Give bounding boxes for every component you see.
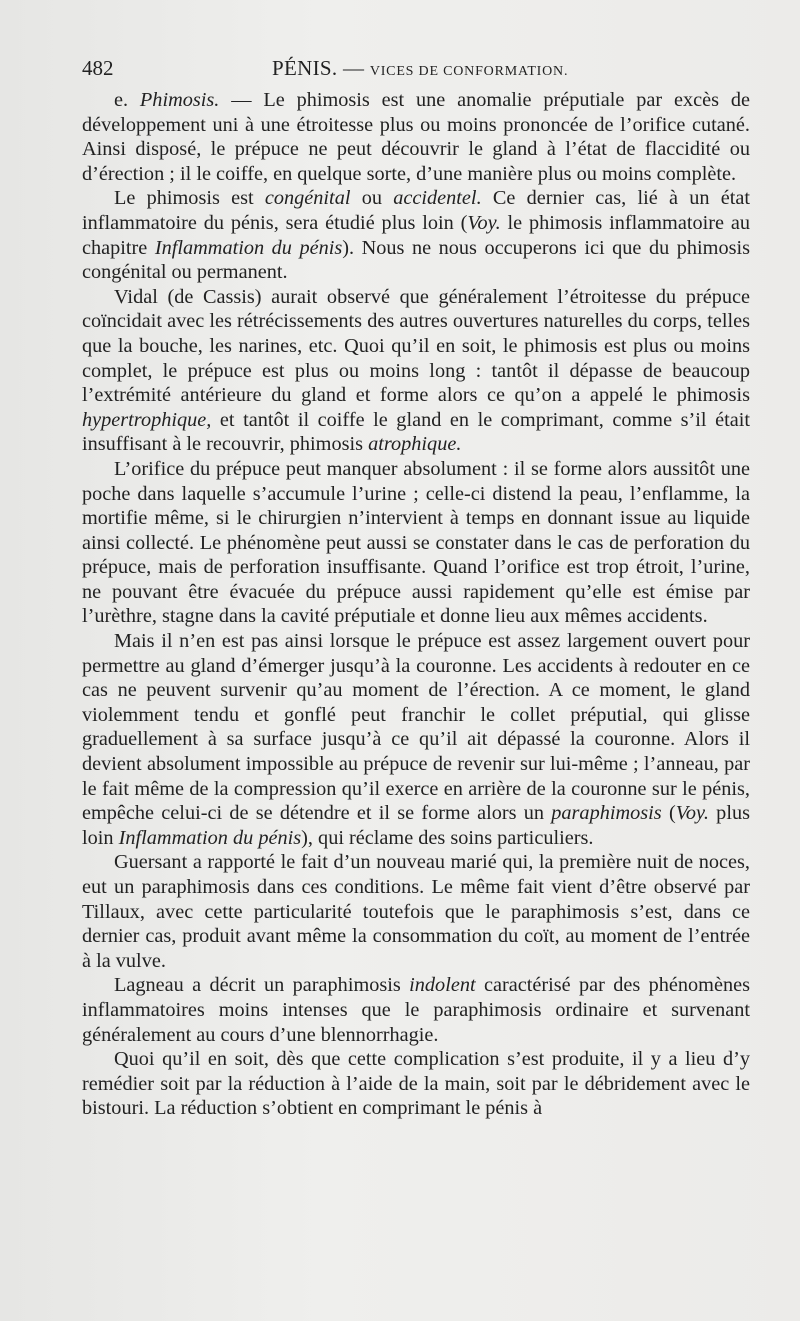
- text-run: Le phimosis est: [114, 187, 265, 210]
- text-run: Vidal (de Cassis) aurait observé que généralement l’étroitesse du prépuce coïncidait avec les rétrécissements des autres ouvertures naturelles du corps, telles que la bouche, les narines, etc. Quoi qu’il en soit, le phimosis est plus ou moins complet, le prépuce est plus ou moins long : tantôt il dépasse de beaucoup l’extrémité antérieure du gland et forme alors ce qu’on a appelé le phimosis: [82, 285, 750, 407]
- text-run: Lagneau a décrit un paraphimosis: [114, 974, 410, 997]
- italic-text: Phimosis.: [139, 89, 220, 111]
- paragraph: [82, 457, 750, 629]
- text-run: L’orifice du prépuce peut manquer absolument : il se forme alors aussitôt une poche dans laquelle s’accumule l’urine ; celle-ci distend la peau, l’enflamme, la mortifie même, si le chirurgien n’intervient à temps en donnant issue au liquide ainsi collecté. Le phénomène peut aussi se constater dans le cas de perforation du prépuce, mais de perforation insuffisante. Quand l’orifice est trop étroit, l’urine, ne pouvant être évacuée du prépuce aussi rapidement qu’elle est émise par l’urèthre, stagne dans la cavité préputiale et donne lieu aux mêmes accidents.: [82, 457, 750, 628]
- italic-text: indolent: [409, 974, 476, 997]
- paragraph: [82, 629, 750, 850]
- paragraph: [82, 88, 750, 186]
- running-title-dash: —: [337, 56, 370, 80]
- italic-text: accidentel.: [393, 187, 482, 210]
- italic-text: atrophique.: [368, 433, 462, 456]
- italic-text: Voy.: [467, 211, 501, 234]
- text-run: Guersant a rapporté le fait d’un nouveau marié qui, la première nuit de noces, eut un paraphimosis dans ces conditions. Le même fait vient d’être observé par Tillaux, avec cette particularité toutefois que le paraphimosis s’est, dans ce dernier cas, produit avant même la consommation du coït, au moment de l’entrée à la vulve.: [82, 851, 750, 972]
- text-run: le phimosis inflammatoire au chapitre: [82, 211, 751, 259]
- text-run: Mais il n’en est pas ainsi lorsque le prépuce est assez largement ouvert pour permettre au gland d’émerger jusqu’à la couronne. Les accidents à redouter en ce cas ne peuvent survenir qu’au moment de l’érection. A ce moment, le gland violemment tendu et gonflé peut franchir le collet préputial, qui glisse graduellement à sa surface jusqu’à ce qu’il ait dépassé la couronne. Alors il devient absolument impossible au prépuce de revenir sur lui-même ; l’anneau, par le fait même de la compression qu’il exerce en arrière de la couronne sur le pénis, empêche celui-ci de se détendre et il se forme alors un: [82, 630, 750, 825]
- paragraph: [82, 973, 750, 1047]
- running-title: [272, 56, 568, 81]
- italic-text: paraphimosis: [551, 802, 662, 825]
- text-run: caractérisé par des phénomènes inflammatoires moins intenses que le paraphimosis ordinaire et survenant généralement au cours d’une blennorrhagie.: [82, 974, 750, 1046]
- text-run: et tantôt il coiffe le gland en le comprimant, comme s’il était insuffisant à le recouvrir, phimosis: [82, 408, 750, 456]
- paragraph: [82, 1047, 750, 1121]
- paragraph: [82, 850, 750, 973]
- text-run: Quoi qu’il en soit, dès que cette complication s’est produite, il y a lieu d’y remédier soit par la réduction à l’aide de la main, soit par le débridement avec le bistouri. La réduction s’obtient en comprimant le pénis à: [82, 1048, 750, 1120]
- running-title-main: PÉNIS.: [272, 56, 338, 80]
- text-run: ). Nous ne nous occuperons ici que du phimosis congénital ou permanent.: [82, 236, 751, 284]
- page-number: 482: [82, 56, 114, 80]
- text-run: (: [661, 802, 676, 825]
- italic-text: congénital: [264, 187, 351, 210]
- italic-text: Inflammation du pénis: [154, 236, 343, 259]
- italic-text: Inflammation du pénis: [118, 826, 302, 849]
- paragraph: [82, 285, 750, 457]
- italic-text: hypertrophique,: [82, 408, 212, 431]
- text-run: ou: [350, 187, 394, 210]
- text-run: ), qui réclame des soins particuliers.: [301, 826, 594, 849]
- paragraph: [82, 186, 750, 284]
- text-run: e.: [114, 89, 140, 111]
- text-run: plus loin: [82, 802, 750, 849]
- italic-text: Voy.: [675, 802, 709, 825]
- text-run: Ce dernier cas, lié à un état inflammatoire du pénis, sera étudié plus loin (: [82, 187, 750, 234]
- text-run: — Le phimosis est une anomalie préputiale par excès de développement uni à une étroitesse plus ou moins prononcée de l’orifice cutané. Ainsi disposé, le prépuce ne peut découvrir le gland à l’état de flaccidité ou d’érection ; il le coiffe, en quelque sorte, d’une manière plus ou moins complète.: [82, 89, 750, 185]
- running-title-section: VICES DE CONFORMATION.: [369, 64, 569, 79]
- page-header: [82, 56, 762, 86]
- body-text: [82, 88, 750, 1121]
